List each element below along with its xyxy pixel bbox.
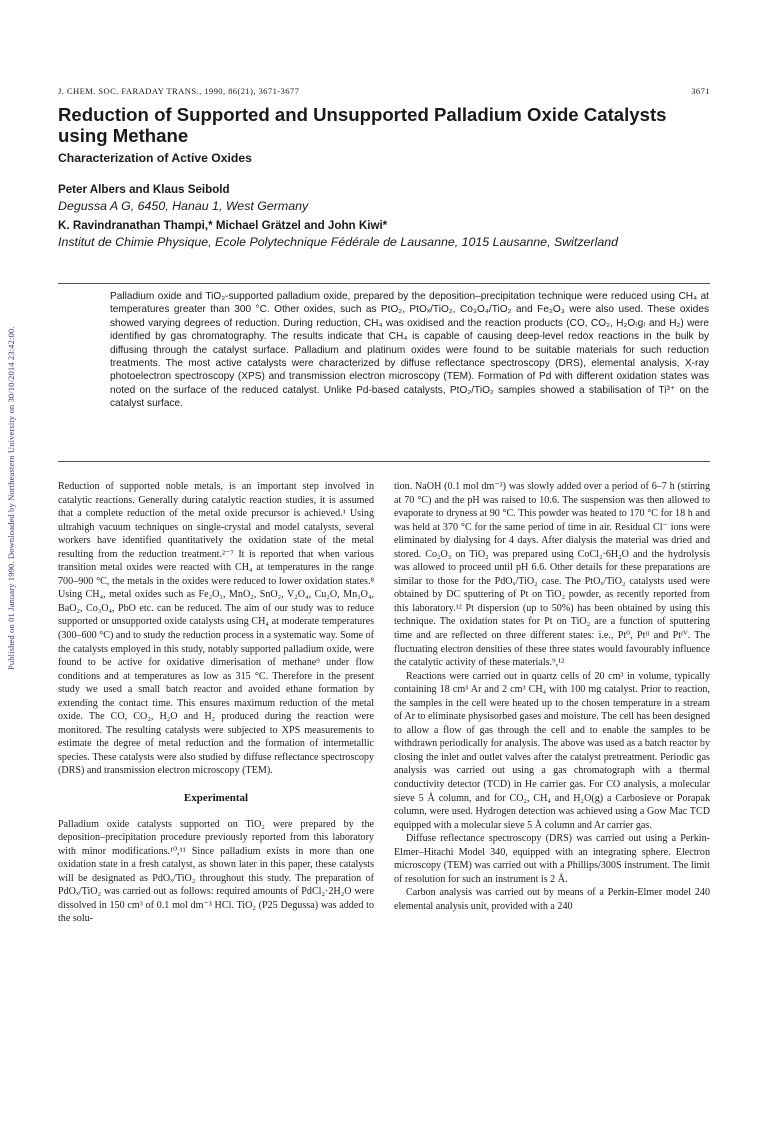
top-rule — [58, 283, 710, 284]
abstract: Palladium oxide and TiO₂-supported palladium oxide, prepared by the deposition–precipitation technique were reduced using CH₄ at temperatures greater than 300 °C. Other oxides, such as PtO₂, PtOₓ/TiO₂, Co₃O₄/TiO₂ and Fe₂O₃ were also used. These oxides showed varying degrees of reduction. During reduction, CH₄ was oxidised and the reaction products (CO, CO₂, H₂O₍g₎ and H₂) were identified by gas chromatography. The results indicate that CH₄ is capable of causing deep-level redox reactions in the bulk by diffusing through the catalyst surface. Palladium and platinum oxides were found to be suitable materials for such reduction treatments. The most active catalysts were characterized by diffuse reflectance spectroscopy (DRS), elemental analysis, X-ray photoelectron spectroscopy (XPS) and transmission electron microscopy (TEM). Formation of Pd with different oxidation states was noted on the surface of the reduced catalyst. Unlike Pd-based catalysts, PtO₂/TiO₂ samples showed a stabilisation of Ti³⁺ on the catalyst surface. — [110, 291, 709, 410]
left-column — [58, 480, 374, 926]
body-paragraph: Carbon analysis was carried out by means of a Perkin-Elmer model 240 elemental analysis unit, provided with a 240 — [394, 887, 710, 912]
right-column — [394, 480, 710, 914]
running-header — [58, 86, 710, 96]
section-heading: Experimental — [183, 792, 249, 805]
download-notice — [4, 150, 20, 670]
author-group-2 — [58, 218, 708, 250]
page-number: 3671 — [691, 86, 710, 96]
article-subtitle: Characterization of Active Oxides — [58, 151, 252, 165]
author-names: Peter Albers and Klaus Seibold — [58, 183, 230, 196]
body-paragraph: Reactions were carried out in quartz cells of 20 cm³ in volume, typically containing 18 cm³ Ar and 2 cm³ CH₄ with 100 mg catalyst. Prior to reaction, the samples in the cell were heated up to the chosen temperature in a stream of Ar to eliminate physisorbed gases and moisture. The cell has been designed to allow a flow of gas through the cell and to enable the samples to be withdrawn periodically for analysis. The above was used as a batch reactor by closing the inlet and outlet valves after the catalyst pretreatment. Periodic gas analysis was carried out using a gas chromatograph with a thermal conductivity detector (TCD) in He carrier gas. For CO analysis, a molecular sieve 5 Å column, and for CO₂, CH₄ and H₂O(g) a Carbosieve or Porapak column, were used. Hydrogen detection was achieved using a Gow Mac TCD equipped with a molecular sieve 5 Å column and Ar carrier gas. — [394, 670, 710, 831]
experimental-paragraph: Palladium oxide catalysts supported on TiO₂ were prepared by the deposition–precipitation procedure previously reported from this laboratory with minor modifications.¹⁰,¹¹ Since palladium exists in more than one oxidation state in a fresh catalyst, as shown later in this paper, these catalysts will be designated as PdOₓ/TiO₂ throughout this study. The preparation of PdOₓ/TiO₂ was carried out as follows: required amounts of PdCl₂·2H₂O were dissolved in 150 cm³ of 0.1 mol dm⁻³ HCl. TiO₂ (P25 Degussa) was added to the solu- — [58, 818, 374, 925]
author-group-1 — [58, 182, 708, 214]
journal-citation: J. CHEM. SOC. FARADAY TRANS., 1990, 86(21), 3671-3677 — [58, 86, 300, 96]
article-title: Reduction of Supported and Unsupported Palladium Oxide Catalysts using Methane — [58, 104, 667, 146]
body-paragraph: tion. NaOH (0.1 mol dm⁻³) was slowly added over a period of 6–7 h (stirring at 70 °C) and the pH was raised to 10.6. The suspension was then allowed to evaporate to dryness at 90 °C. This powder was heated to 170 °C for 18 h and was held at 370 °C for the same period of time in air. Residual Cl⁻ ions were eliminated by dialysing for 4 days. After dialysis the material was dried and stored. Co₂O₃ on TiO₂ was prepared using CoCl₂·6H₂O and the hydrolysis was allowed to proceed until pH 6.6. Other details for these preparations are similar to those for the PdOₓ/TiO₂ case. The PtOₓ/TiO₂ catalysts used were obtained by DC sputtering of Pt on TiO₂ powder, as recently reported from this laboratory.¹² Pt dispersion (up to 50%) has been obtained by using this technique. The oxidation states for Pt on TiO₂ are a function of sputtering time and are reflected on three different states: i.e., Pt⁰, Ptᴵᴵ and Ptᴵⱽ. The fluctuating electron densities of these three states would favourably influence the catalytic activity of these materials.⁹,¹² — [394, 481, 710, 669]
author-names: K. Ravindranathan Thampi,* Michael Grätzel and John Kiwi* — [58, 219, 388, 232]
download-notice-text: Published on 01 January 1990. Downloaded by Northeastern University on 30/10/2014 23:42:00. — [6, 326, 16, 670]
author-affiliation: Institut de Chimie Physique, Ecole Polytechnique Fédérale de Lausanne, 1015 Lausanne, Switzerland — [58, 235, 619, 249]
bottom-rule — [58, 461, 710, 462]
author-affiliation: Degussa A G, 6450, Hanau 1, West Germany — [58, 199, 309, 213]
intro-paragraph: Reduction of supported noble metals, is an important step involved in catalytic reactions. Generally during catalytic reaction studies, it is assumed that a complete reduction of the metal oxide precursor is achieved.¹ Using ultrahigh vacuum techniques on single-crystal and model catalysts, several workers have identified quantitatively the oxidation state of the metal resulting from the reduction treatment.²⁻⁷ It is reported that when various transition metal oxides were reacted with CH₄ at temperatures in the range 700–900 °C, the metals in the oxides were reduced to lower oxidation states.⁸ Using CH₄, metal oxides such as Fe₂O₃, MnO₂, SnO₂, V₂O₄, Cu₂O, Mn₃O₄, BaO₂, Co₃O₄, PbO etc. can be reduced. The aim of our study was to reduce supported or unsupported oxide catalysts using CH₄ at moderate temperatures (300–600 °C) and to study the reduction process in a systematic way. Some of the catalysts employed in this study, notably supported palladium oxide, were found to be active for oxidative dimerisation of methane⁹ under flow conditions and at temperatures as low as 315 °C. Therefore in the present study we used a small batch reactor and avoided ethane formation by extending the contact time. This ensures maximum reduction of the metal oxide. The CO, CO₂, H₂O and H₂ produced during the reaction were monitored. The resulting catalysts were subjected to XPS measurements to estimate the degree of metal reduction and the formation of intermetallic species. These catalysts were also studied by diffuse reflectance spectroscopy (DRS) and transmission electron microscopy (TEM). — [58, 481, 374, 777]
body-paragraph: Diffuse reflectance spectroscopy (DRS) was carried out using a Perkin-Elmer–Hitachi Model 340, equipped with an integrating sphere. Electron microscopy (TEM) was carried out with a Phillips/300S instrument. The limit of resolution for such an instrument is 2 Å. — [394, 833, 710, 885]
